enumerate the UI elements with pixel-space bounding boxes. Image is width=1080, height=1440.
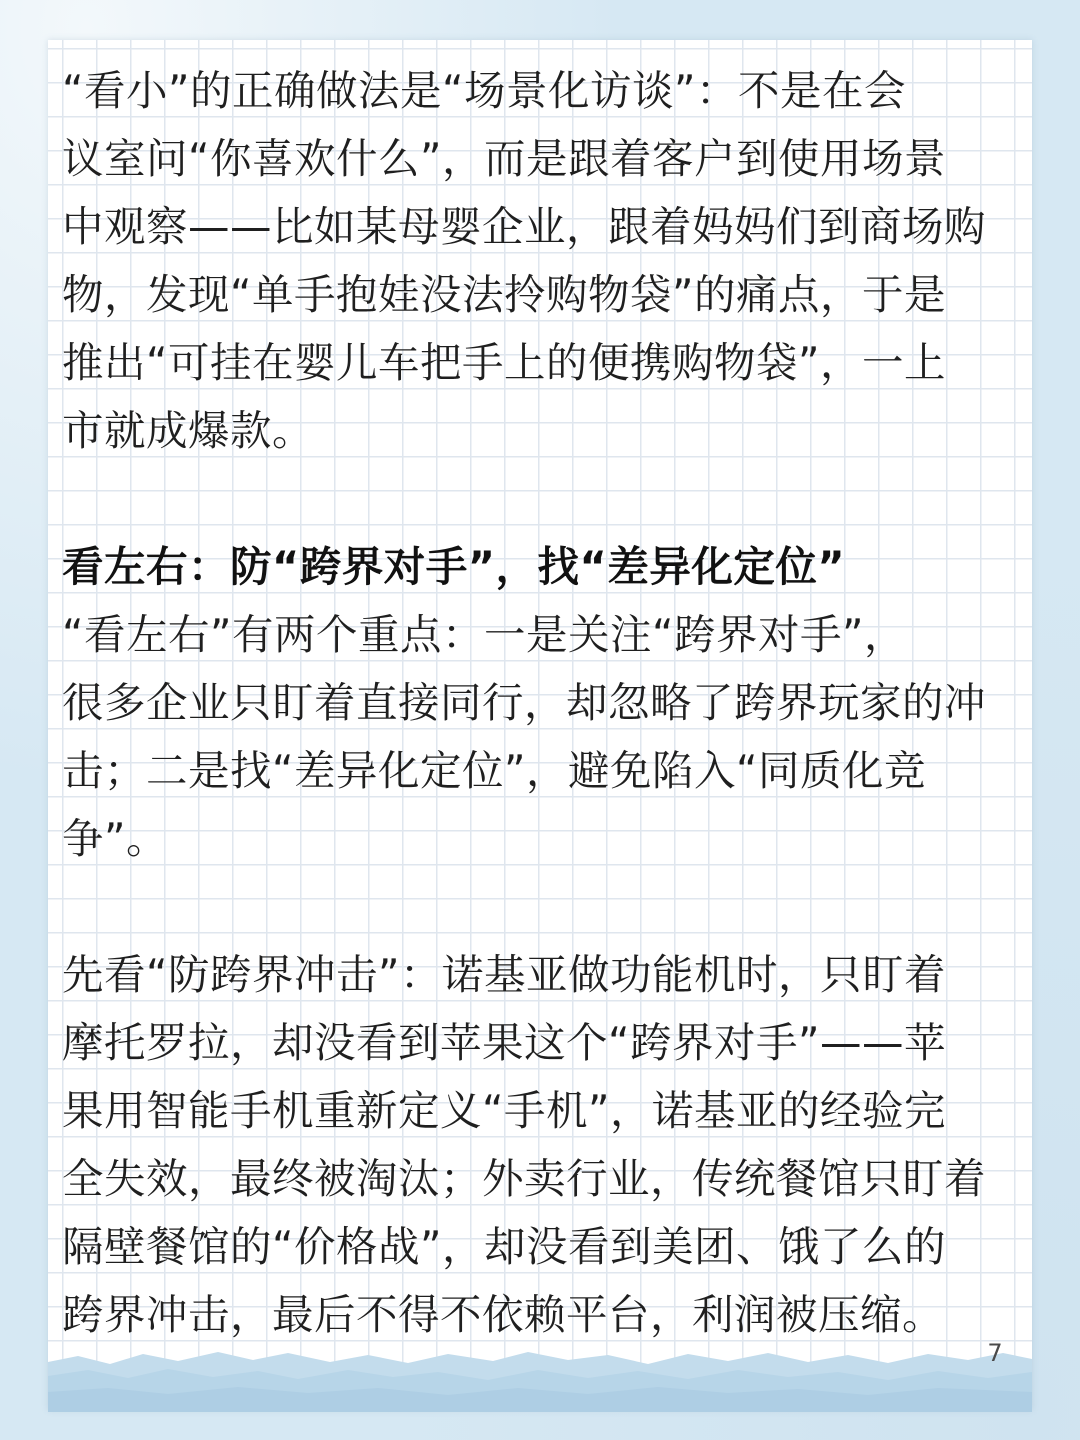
text-line: 隔壁餐馆的“价格战”，却没看到美团、饿了么的 — [62, 1222, 947, 1271]
text-line: 全失效，最终被淘汰；外卖行业，传统餐馆只盯着 — [62, 1154, 987, 1203]
text-line: 很多企业只盯着直接同行，却忽略了跨界玩家的冲 — [62, 678, 987, 727]
page-number: 7 — [987, 1339, 1003, 1367]
text-line: “看左右”有两个重点：一是关注“跨界对手”， — [62, 610, 907, 659]
paragraph-spacer — [62, 873, 1018, 941]
text-line: 议室问“你喜欢什么”，而是跟着客户到使用场景 — [62, 134, 947, 183]
text-line: 争”。 — [62, 814, 168, 863]
section-heading: 看左右：防“跨界对手”，找“差异化定位” — [62, 542, 846, 591]
text-line: 推出“可挂在婴儿车把手上的便携购物袋”，一上 — [62, 338, 947, 387]
text-line: 物，发现“单手抱娃没法拎购物袋”的痛点，于是 — [62, 270, 947, 319]
text-line: 击；二是找“差异化定位”，避免陷入“同质化竞 — [62, 746, 927, 795]
text-line: 中观察——比如某母婴企业，跟着妈妈们到商场购 — [62, 202, 987, 251]
paragraph-spacer — [62, 465, 1018, 533]
text-line: 跨界冲击，最后不得不依赖平台，利润被压缩。 — [62, 1290, 945, 1339]
text-line: 果用智能手机重新定义“手机”，诺基亚的经验完 — [62, 1086, 947, 1135]
article-body — [62, 57, 1018, 1349]
text-line: 市就成爆款。 — [62, 406, 315, 455]
text-line: 摩托罗拉，却没看到苹果这个“跨界对手”——苹 — [62, 1018, 947, 1067]
torn-paper-edge — [48, 1342, 1032, 1412]
text-line: 先看“防跨界冲击”：诺基亚做功能机时，只盯着 — [62, 950, 947, 999]
text-line: “看小”的正确做法是“场景化访谈”：不是在会 — [62, 66, 907, 115]
